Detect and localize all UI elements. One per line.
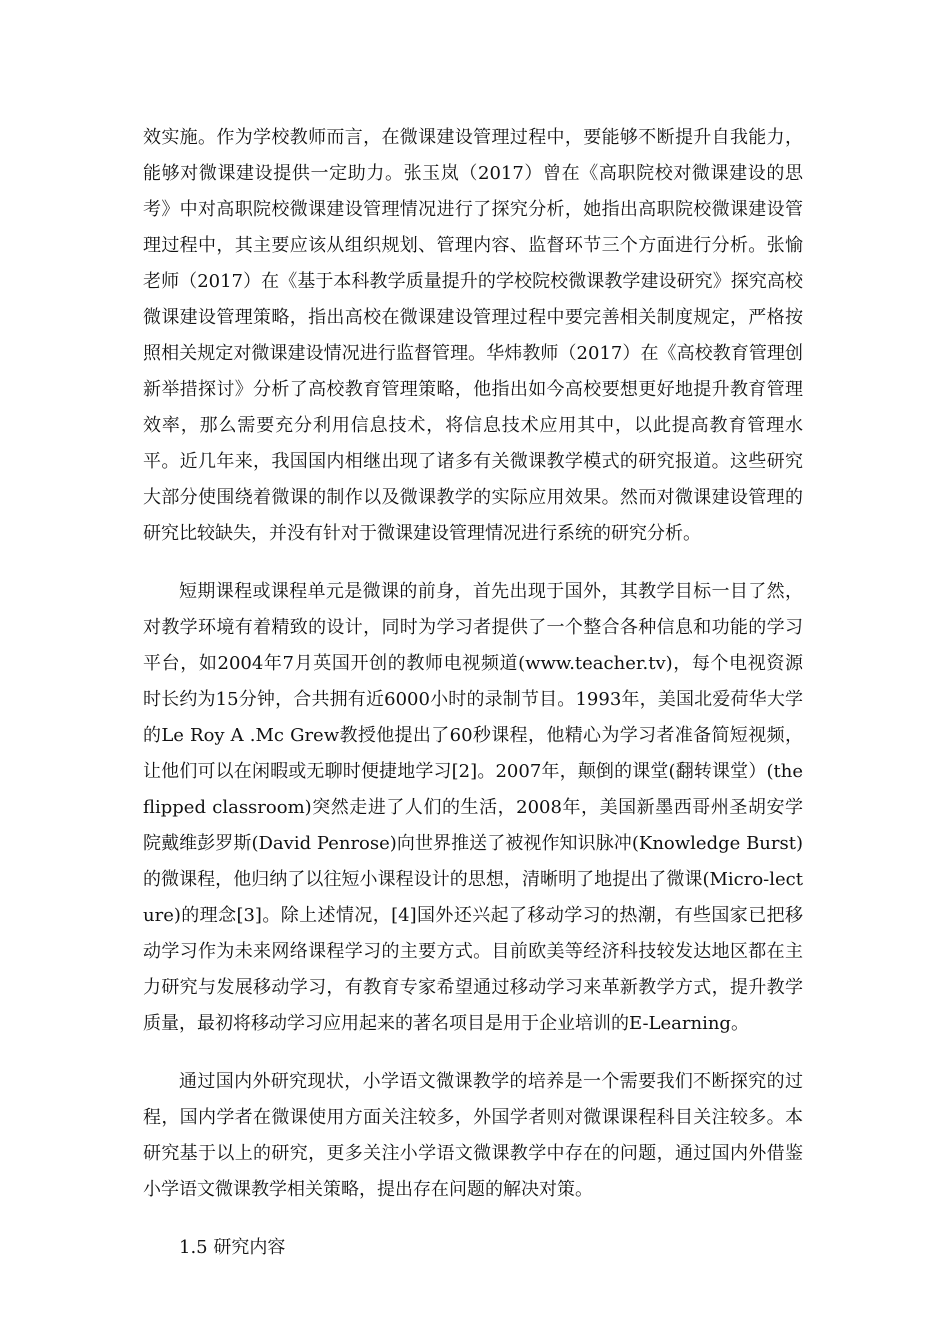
paragraph-summary: 通过国内外研究现状，小学语文微课教学的培养是一个需要我们不断探究的过程，国内学者在微课使用方面关注较多，外国学者则对微课课程科目关注较多。本研究基于以上的研究，更多关注小学语文微课教学中存在的问题，通过国内外借鉴小学语文微课教学相关策略，提出存在问题的解决对策。 — [143, 1071, 803, 1200]
section-heading: 1.5 研究内容 — [179, 1237, 286, 1258]
paragraph-continuation: 效实施。作为学校教师而言，在微课建设管理过程中，要能够不断提升自我能力，能够对微课建设提供一定助力。张玉岚（2017）曾在《高职院校对微课建设的思考》中对高职院校微课建设管理情况进行了探究分析，她指出高职院校微课建设管理过程中，其主要应该从组织规划、管理内容、监督环节三个方面进行分析。张愉老师（2017）在《基于本科教学质量提升的学校院校微课教学建设研究》探究高校微课建设管理策略，指出高校在微课建设管理过程中要完善相关制度规定，严格按照相关规定对微课建设情况进行监督管理。华炜教师（2017）在《高校教育管理创新举措探讨》分析了高校教育管理策略，他指出如今高校要想更好地提升教育管理效率，那么需要充分利用信息技术，将信息技术应用其中，以此提高教育管理水平。近几年来，我国国内相继出现了诸多有关微课教学模式的研究报道。这些研究大部分使围绕着微课的制作以及微课教学的实际应用效果。然而对微课建设管理的研究比较缺失，并没有针对于微课建设管理情况进行系统的研究分析。 — [143, 127, 803, 544]
paragraph-foreign-research: 短期课程或课程单元是微课的前身，首先出现于国外，其教学目标一目了然，对教学环境有着精致的设计，同时为学习者提供了一个整合各种信息和功能的学习平台，如2004年7月英国开创的教师电视频道(www.teacher.tv)，每个电视资源时长约为15分钟，合共拥有近6000小时的录制节目。1993年，美国北爱荷华大学的Le Roy A .Mc Grew教授他提出了60秒课程，他精心为学习者准备简短视频，让他们可以在闲暇或无聊时便捷地学习[2]。2007年，颠倒的课堂(翻转课堂）(the flipped classroom)突然走进了人们的生活，2008年，美国新墨西哥州圣胡安学院戴维彭罗斯(David Penrose)向世界推送了被视作知识脉冲(Knowledge Burst)的微课程，他归纳了以往短小课程设计的思想，清晰明了地提出了微课(Micro-lecture)的理念[3]。除上述情况，[4]国外还兴起了移动学习的热潮，有些国家已把移动学习作为未来网络课程学习的主要方式。目前欧美等经济科技较发达地区都在主力研究与发展移动学习，有教育专家希望通过移动学习来革新教学方式，提升教学质量，最初将移动学习应用起来的著名项目是用于企业培训的E-Learning。 — [143, 581, 803, 1034]
document-body — [143, 120, 803, 1266]
